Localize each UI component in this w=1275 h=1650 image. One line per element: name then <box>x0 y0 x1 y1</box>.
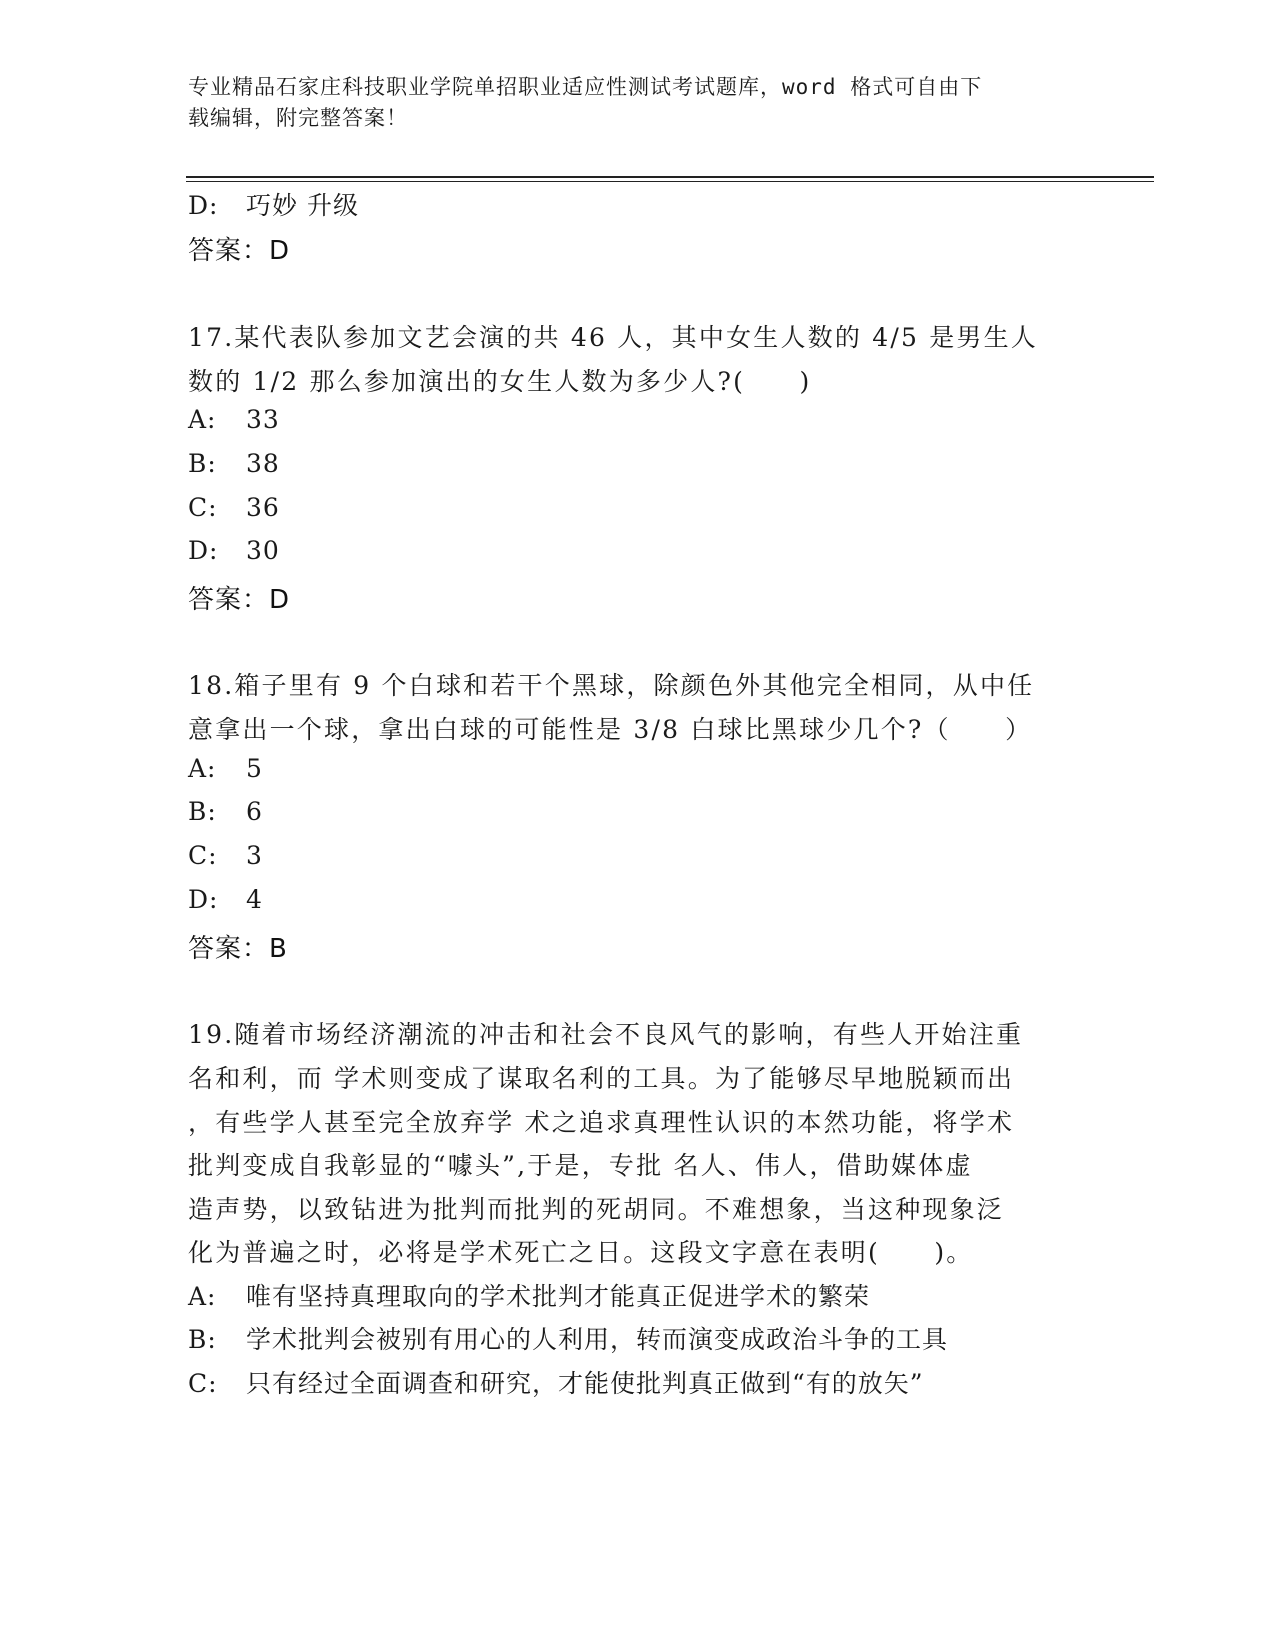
q19-line-3: ，有些学人甚至完全放弃学 术之追求真理性认识的本然功能，将学术 <box>188 1108 1015 1137</box>
option-text: 4 <box>246 885 263 914</box>
q17-option-d <box>188 536 280 565</box>
option-text: 33 <box>246 405 280 434</box>
option-text: 38 <box>246 449 280 478</box>
q18-option-a <box>188 754 263 783</box>
prev-answer: 答案：D <box>188 236 291 266</box>
option-label: C: <box>188 493 218 522</box>
option-text: 6 <box>246 797 263 826</box>
q18-option-d <box>188 885 263 914</box>
option-text: 学术批判会被别有用心的人利用，转而演变成政治斗争的工具 <box>246 1325 949 1354</box>
option-label: B: <box>188 449 217 478</box>
header-divider-bottom <box>186 181 1154 182</box>
option-label: B: <box>188 1325 217 1354</box>
option-label: A: <box>188 405 217 434</box>
q17-answer: 答案：D <box>188 585 291 615</box>
option-label: D: <box>188 536 219 565</box>
option-text: 唯有坚持真理取向的学术批判才能真正促进学术的繁荣 <box>246 1282 871 1311</box>
q17-line-1: 17.某代表队参加文艺会演的共 46 人，其中女生人数的 4/5 是男生人 <box>188 323 1038 352</box>
q19-option-c <box>188 1364 924 1400</box>
q17-line-2: 数的 1/2 那么参加演出的女生人数为多少人?( ) <box>188 367 812 396</box>
q17-option-a <box>188 405 280 434</box>
option-label: D: <box>188 885 219 914</box>
option-label: A: <box>188 754 217 783</box>
prev-option-d <box>188 186 359 222</box>
q19-line-6: 化为普遍之时，必将是学术死亡之日。这段文字意在表明( )。 <box>188 1238 974 1267</box>
q18-line-2: 意拿出一个球，拿出白球的可能性是 3/8 白球比黑球少几个?（ ） <box>188 715 1033 744</box>
q18-answer: 答案：B <box>188 934 288 964</box>
option-text: 5 <box>246 754 263 783</box>
q19-line-2: 名和利，而 学术则变成了谋取名利的工具。为了能够尽早地脱颖而出 <box>188 1064 1015 1093</box>
option-label: D: <box>188 191 219 220</box>
header-line-2: 载编辑，附完整答案！ <box>188 106 408 130</box>
q19-line-4: 批判变成自我彰显的“噱头”,于是，专批 名人、伟人，借助媒体虚 <box>188 1151 973 1180</box>
option-text: 3 <box>246 841 263 870</box>
q17-option-c <box>188 493 280 522</box>
header-line-1: 专业精品石家庄科技职业学院单招职业适应性测试考试题库，word 格式可自由下 <box>188 75 983 99</box>
document-header <box>188 72 1068 134</box>
q19-option-b <box>188 1320 948 1356</box>
q18-option-c <box>188 841 263 870</box>
option-label: B: <box>188 797 217 826</box>
option-label: C: <box>188 841 218 870</box>
q18-option-b <box>188 797 263 826</box>
option-label: C: <box>188 1369 218 1398</box>
option-text: 巧妙 升级 <box>246 191 359 220</box>
option-text: 36 <box>246 493 280 522</box>
option-label: A: <box>188 1282 217 1311</box>
q18-line-1: 18.箱子里有 9 个白球和若干个黑球，除颜色外其他完全相同，从中任 <box>188 671 1035 700</box>
q19-line-1: 19.随着市场经济潮流的冲击和社会不良风气的影响，有些人开始注重 <box>188 1020 1024 1049</box>
q17-option-b <box>188 449 280 478</box>
option-text: 只有经过全面调查和研究，才能使批判真正做到“有的放矢” <box>246 1369 924 1398</box>
header-divider-top <box>186 176 1154 178</box>
q19-option-a <box>188 1277 870 1313</box>
option-text: 30 <box>246 536 280 565</box>
q19-line-5: 造声势，以致钻进为批判而批判的死胡同。不难想象，当这种现象泛 <box>188 1195 1005 1224</box>
